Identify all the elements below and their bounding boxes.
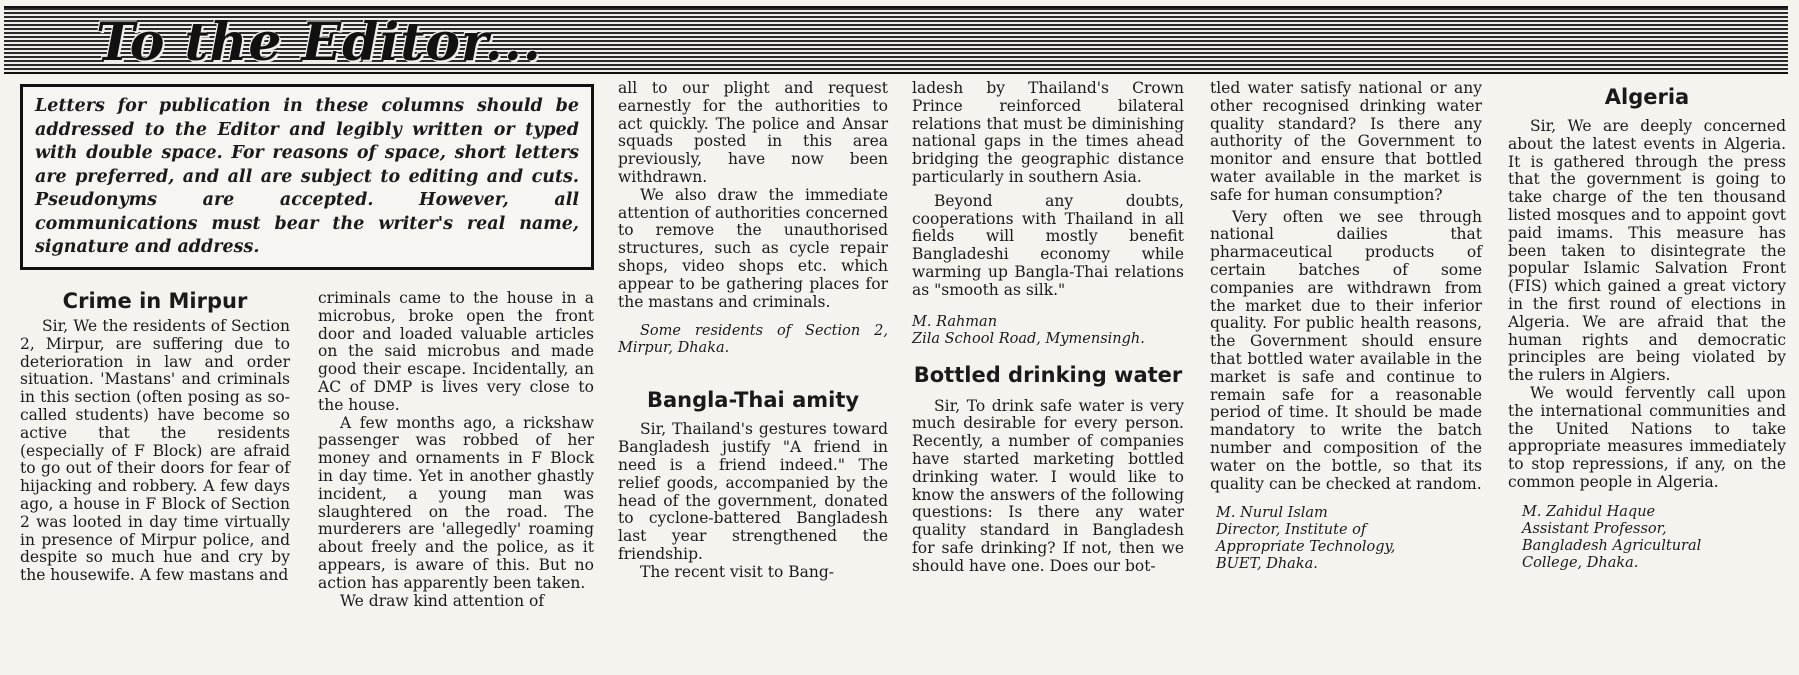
water-signature-2: Director, Institute of — [1216, 522, 1367, 539]
crime-paragraph-3: We draw kind attention of — [340, 591, 545, 610]
crime-signature: Some residents of Section 2, Mirpur, Dhaka. — [618, 323, 888, 357]
algeria-signature-2: Assistant Professor, — [1522, 520, 1667, 537]
banner-title: To the Editor... — [96, 12, 542, 73]
column-2 — [318, 290, 594, 610]
water-signature-3: Appropriate Technology, — [1216, 539, 1396, 556]
water-paragraph-1-cont: tled water satisfy national or any other recognised drinking water quality standard? Is there any authority of the Government to monitor and ensure that bottled water available in the market is safe for human consumption? — [1210, 79, 1482, 204]
algeria-paragraph-2: We would fervently call upon the international communities and the United Nations to take appropriate measures immediately to stop repressions, if any, on the common people in Algeria. — [1508, 383, 1786, 491]
amity-heading: Bangla-Thai amity — [646, 388, 860, 413]
column-6 — [1508, 84, 1786, 572]
amity-paragraph-2-cont: ladesh by Thailand's Crown Prince reinforced bilateral relations that must be diminishing national gaps in the times ahead bridging the geographic distance particularly in southern Asia. — [912, 79, 1184, 186]
amity-signature-name: M. Rahman — [912, 313, 998, 330]
column-4 — [912, 80, 1184, 576]
column-5 — [1210, 80, 1482, 573]
water-paragraph-2: Very often we see through national dailies that pharmaceutical products of certain batches of some companies are withdrawn from the market due to their inferior quality. For public health reasons, the Government should ensure that bottled water available in the market is safe and continue to remain safe for a reasonable period of time. It should be made mandatory to write the batch number and composition of the water on the bottle, so that its quality can be checked at random. — [1210, 207, 1482, 493]
editor-notice-box: Letters for publication in these columns should be addressed to the Editor and legibly written or typed with double space. For reasons of space, short letters are preferred, and all are subject to editing and cuts. Pseudonyms are accepted. However, all communications must bear the writer's real name, signature and address. — [20, 84, 594, 270]
crime-paragraph-4: We also draw the immediate attention of authorities concerned to remove the unauthorised structures, such as cycle repair shops, video shops etc. which appear to be gathering places for the mastans and criminals. — [618, 185, 888, 311]
water-signature-4: BUET, Dhaka. — [1216, 556, 1318, 573]
amity-paragraph-1: Sir, Thailand's gestures toward Bangladesh justify "A friend in need is a friend indeed." The relief goods, accompanied by the head of the government, donated to cyclone-battered Bangladesh last year strengthened the friendship. — [618, 420, 888, 563]
crime-paragraph-2: A few months ago, a rickshaw passenger was robbed of her money and ornaments in F Block in day time. Yet in another ghastly incident, a young man was slaughtered on the road. The murderers are 'allegedly' roaming about freely and the police, as it appears, is aware of this. But no action has apparently been taken. — [318, 413, 594, 592]
algeria-heading: Algeria — [1604, 85, 1690, 109]
water-paragraph-1: Sir, To drink safe water is very much desirable for every person. Recently, a number of companies have started marketing bottled drinking water. I would like to know the answers of the following questions: Is there any water quality standard in Bangladesh for safe drinking? If not, then we should have one. Does our bot- — [912, 396, 1184, 575]
column-1 — [20, 288, 290, 585]
water-heading: Bottled drinking water — [913, 362, 1183, 387]
water-signature-1: M. Nurul Islam — [1216, 505, 1328, 522]
crime-paragraph-3-cont: all to our plight and request earnestly for the authorities to act quickly. The police and Ansar squads posted in this area previously, have now been withdrawn. — [618, 79, 888, 186]
banner — [4, 6, 1788, 74]
algeria-signature-1: M. Zahidul Haque — [1522, 503, 1656, 520]
algeria-signature-3: Bangladesh Agricultural — [1522, 537, 1702, 554]
crime-paragraph-1: Sir, We the residents of Section 2, Mirpur, are suffering due to deterioration in law and order situation. 'Mastans' and criminals in this section (often posing as so-called students) have become so active that the residents (especially of F Block) are afraid to go out of their doors for fear of hijacking and robbery. A few days ago, a house in F Block of Section 2 was looted in day time virtually in presence of Mirpur police, and despite so much hue and cry by the housewife. A few mastans and — [20, 317, 290, 585]
algeria-signature-4: College, Dhaka. — [1522, 554, 1639, 571]
column-3 — [618, 80, 888, 582]
amity-signature-address: Zila School Road, Mymensingh. — [912, 330, 1145, 347]
algeria-paragraph-1: Sir, We are deeply concerned about the latest events in Algeria. It is gathered through the press that the government is going to take charge of the ten thousand listed mosques and to appoint govt paid imams. This measure has been taken to disintegrate the popular Islamic Salvation Front (FIS) which gained a great victory in the first round of elections in Algeria. We are afraid that the human rights and democratic principles are being violated by the rulers in Algiers. — [1508, 117, 1786, 385]
crime-heading: Crime in Mirpur — [62, 289, 248, 313]
crime-paragraph-1-cont: criminals came to the house in a microbus, broke open the front door and loaded valuable articles on the said microbus and made good their escape. Incidentally, an AC of DMP is lives very close to the house. — [318, 289, 594, 414]
amity-paragraph-3: Beyond any doubts, cooperations with Thailand in all fields will mostly benefit Bangladeshi economy while warming up Bangla-Thai relations as "smooth as silk." — [912, 191, 1184, 299]
amity-paragraph-2: The recent visit to Bang- — [640, 562, 835, 581]
